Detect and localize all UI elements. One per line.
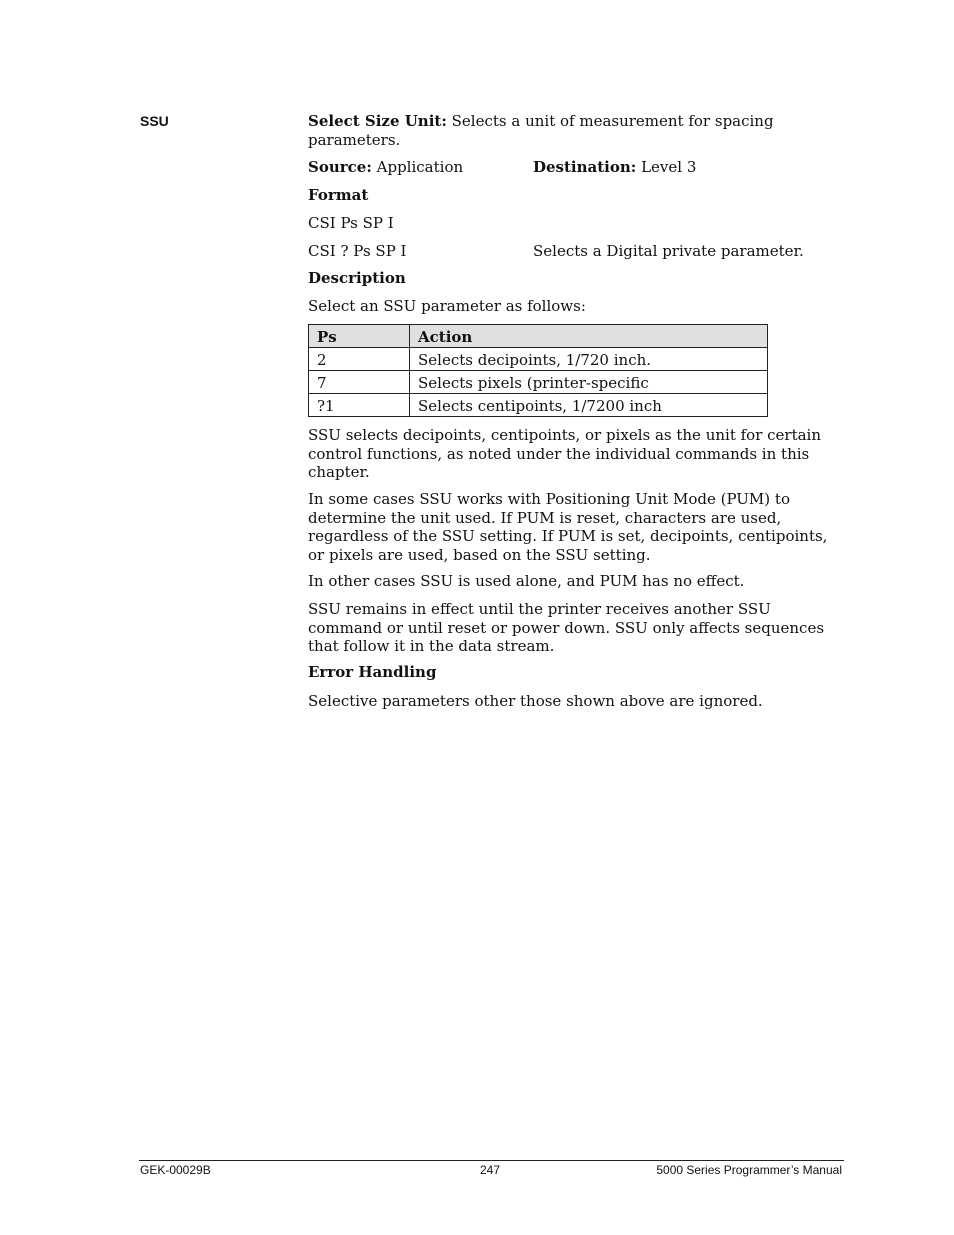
command-title-text: Selects a unit of measurement for spacing parameters. xyxy=(308,112,774,149)
table-cell-action: Selects centipoints, 1/7200 inch xyxy=(410,394,768,417)
command-name: SSU xyxy=(140,113,169,129)
table-row xyxy=(309,394,768,417)
destination-line xyxy=(533,158,696,177)
source-value: Application xyxy=(371,158,464,176)
footer-doc-id: GEK-00029B xyxy=(140,1163,211,1177)
source-line xyxy=(308,158,528,177)
table-header-row xyxy=(309,325,768,348)
table-header-action: Action xyxy=(410,325,768,348)
table-cell-action: Selects pixels (printer-specific xyxy=(410,371,768,394)
format-line-2-note: Selects a Digital private parameter. xyxy=(533,242,804,260)
format-line-2: CSI ? Ps SP I xyxy=(308,242,407,260)
command-title-label: Select Size Unit: xyxy=(308,112,447,130)
format-heading: Format xyxy=(308,186,369,204)
footer-manual-title: 5000 Series Programmer’s Manual xyxy=(656,1163,842,1177)
description-paragraph: In some cases SSU works with Positioning Unit Mode (PUM) to determine the unit used. If PUM is reset, characters are used, regardless of the SSU setting. If PUM is set, decipoints, centipoints, or pixels are used, based on the SSU setting. xyxy=(308,490,828,564)
table-row xyxy=(309,371,768,394)
description-paragraph: In other cases SSU is used alone, and PUM has no effect. xyxy=(308,572,745,590)
footer-divider xyxy=(139,1160,844,1161)
error-handling-text: Selective parameters other those shown above are ignored. xyxy=(308,692,763,710)
error-handling-heading: Error Handling xyxy=(308,663,437,681)
table-header-ps: Ps xyxy=(309,325,410,348)
source-label: Source: xyxy=(308,158,372,176)
page-number: 247 xyxy=(479,1163,501,1177)
description-paragraph: SSU remains in effect until the printer receives another SSU command or until reset or power down. SSU only affects sequences that follow it in the data stream. xyxy=(308,600,825,655)
table-cell-action: Selects decipoints, 1/720 inch. xyxy=(410,348,768,371)
description-paragraph: SSU selects decipoints, centipoints, or pixels as the unit for certain control functions, as noted under the individual commands in this chapter. xyxy=(308,426,822,481)
ps-table xyxy=(308,324,768,417)
format-line-1: CSI Ps SP I xyxy=(308,214,394,232)
description-intro: Select an SSU parameter as follows: xyxy=(308,297,586,315)
description-heading: Description xyxy=(308,269,406,287)
table-cell-ps: 2 xyxy=(309,348,410,371)
command-title xyxy=(308,112,828,149)
destination-value: Level 3 xyxy=(636,158,697,176)
destination-label: Destination: xyxy=(533,158,637,176)
table-cell-ps: 7 xyxy=(309,371,410,394)
table-cell-ps: ?1 xyxy=(309,394,410,417)
table-row xyxy=(309,348,768,371)
